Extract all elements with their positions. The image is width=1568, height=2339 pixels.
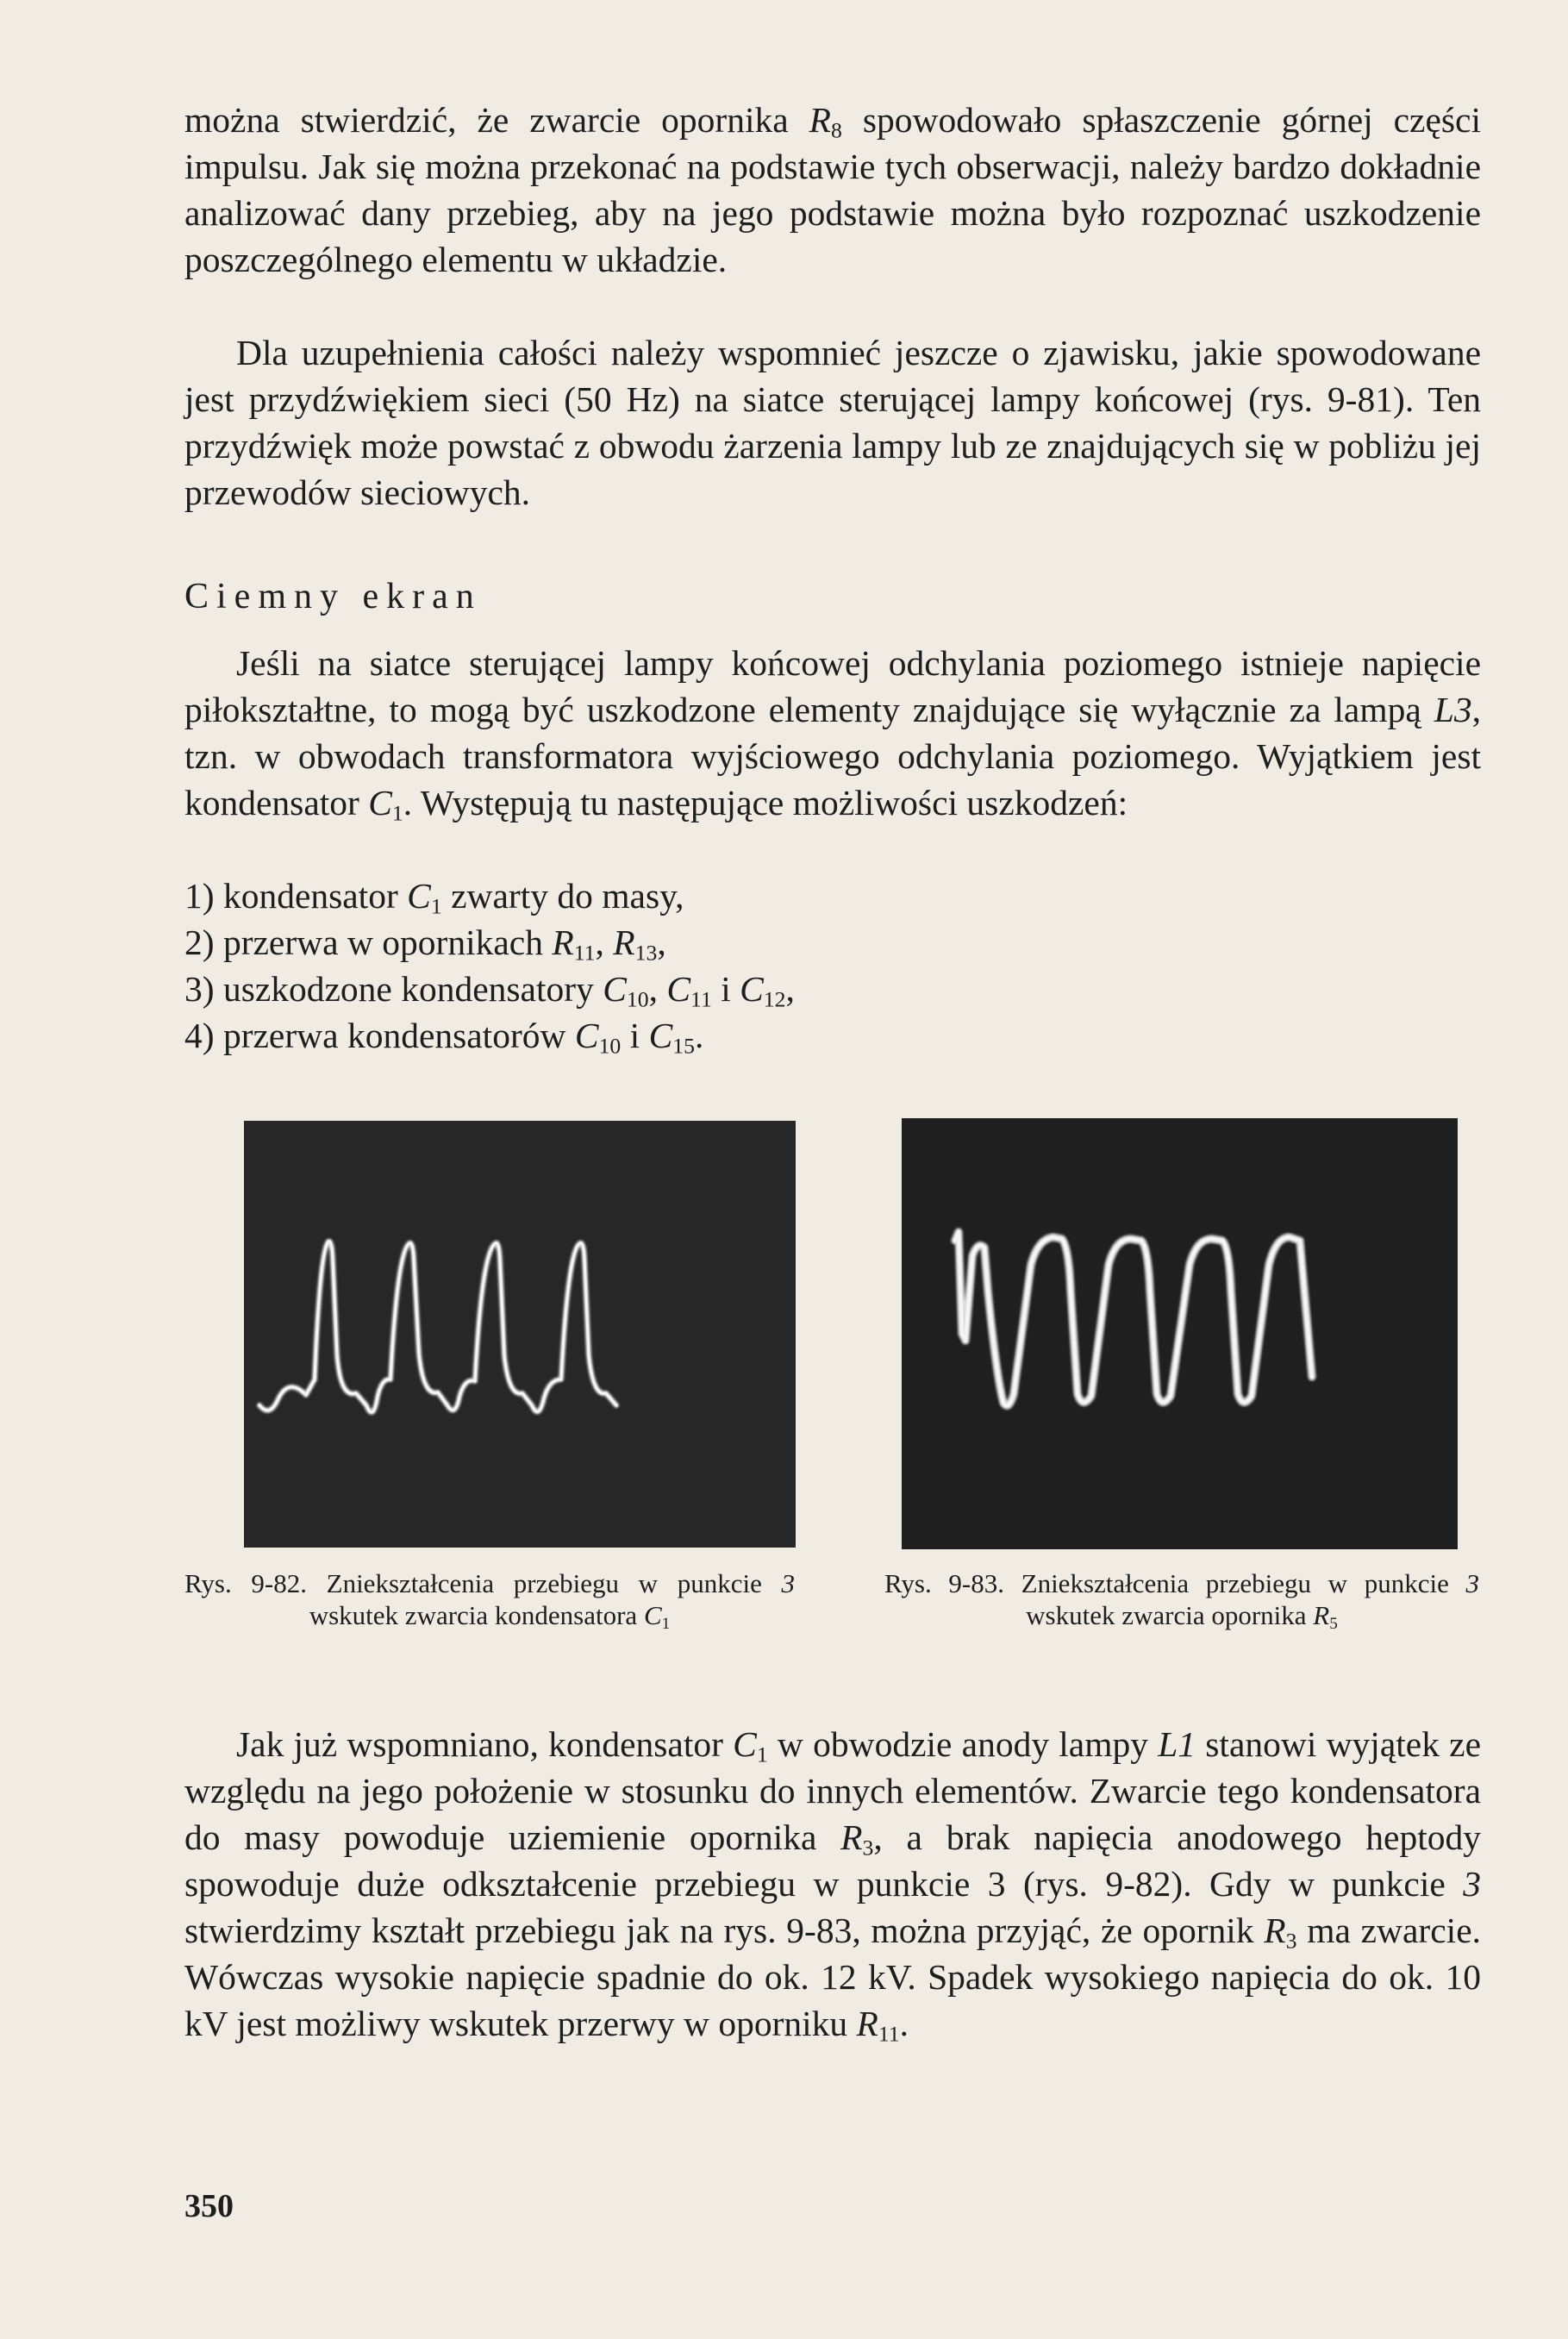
list-item-1: 1) kondensator $C_1$ zwarty do masy, bbox=[184, 876, 684, 919]
waveform-trace-1 bbox=[244, 1121, 796, 1548]
waveform-trace-2 bbox=[902, 1118, 1458, 1549]
list-item-2: 2) przerwa w opornikach $R_{11}$, $R_{13}$, bbox=[184, 922, 666, 966]
list-item-4: 4) przerwa kondensatorów $C_{10}$ i $C_{15}$. bbox=[184, 1016, 704, 1059]
failure-list bbox=[184, 872, 795, 1059]
figure-caption-1: Rys. 9-82. Zniekształcenia przebiegu w punkcie 3 wskutek zwarcia kondensatora $C_1$ bbox=[184, 1568, 795, 1633]
paragraph-3: Jeśli na siatce sterującej lampy końcowej odchylania poziomego istnieje napięcie piłokształtne, to mogą być uszkodzone elementy znajdujące się wyłącznie za lampą L3, tzn. w obwodach transformatora wyjściowego odchylania poziomego. Wyjątkiem jest kondensator $C_1$. Występują tu następujące możliwości uszkodzeń: bbox=[184, 643, 1481, 826]
figure-caption-2: Rys. 9-83. Zniekształcenia przebiegu w punkcie 3 wskutek zwarcia opornika $R_5$ bbox=[884, 1568, 1479, 1633]
oscillogram-photo-1 bbox=[244, 1121, 796, 1548]
paragraph-2: Dla uzupełnienia całości należy wspomnieć jeszcze o zjawisku, jakie spowodowane jest przydźwiękiem sieci (50 Hz) na siatce sterującej lampy końcowej (rys. 9-81). Ten przydźwięk może powstać z obwodu żarzenia lampy lub ze znajdujących się w pobliżu jej przewodów sieciowych. bbox=[184, 333, 1481, 512]
paragraph-1: można stwierdzić, że zwarcie opornika $R_8$ spowodowało spłaszczenie górnej części impulsu. Jak się można przekonać na podstawie tych obserwacji, należy bardzo dokładnie analizować dany przebieg, aby na jego podstawie można było rozpoznać uszkodzenie poszczególnego elementu w układzie. bbox=[184, 100, 1481, 279]
list-item-3: 3) uszkodzone kondensatory $C_{10}$, $C_{11}$ i $C_{12}$, bbox=[184, 969, 795, 1012]
oscillogram-photo-2 bbox=[902, 1118, 1458, 1549]
page-number: 350 bbox=[184, 2188, 234, 2224]
section-heading: Ciemny ekran bbox=[184, 577, 482, 616]
paragraph-4: Jak już wspomniano, kondensator $C_1$ w obwodzie anody lampy L1 stanowi wyjątek ze względu na jego położenie w stosunku do innych elementów. Zwarcie tego kondensatora do masy powoduje uziemienie opornika $R_3$, a brak napięcia anodowego heptody spowoduje duże odkształcenie przebiegu w punkcie 3 (rys. 9-82). Gdy w punkcie 3 stwierdzimy kształt przebiegu jak na rys. 9-83, można przyjąć, że opornik $R_3$ ma zwarcie. Wówczas wysokie napięcie spadnie do ok. 12 kV. Spadek wysokiego napięcia do ok. 10 kV jest możliwy wskutek przerwy w oporniku $R_{11}$. bbox=[184, 1724, 1481, 2047]
